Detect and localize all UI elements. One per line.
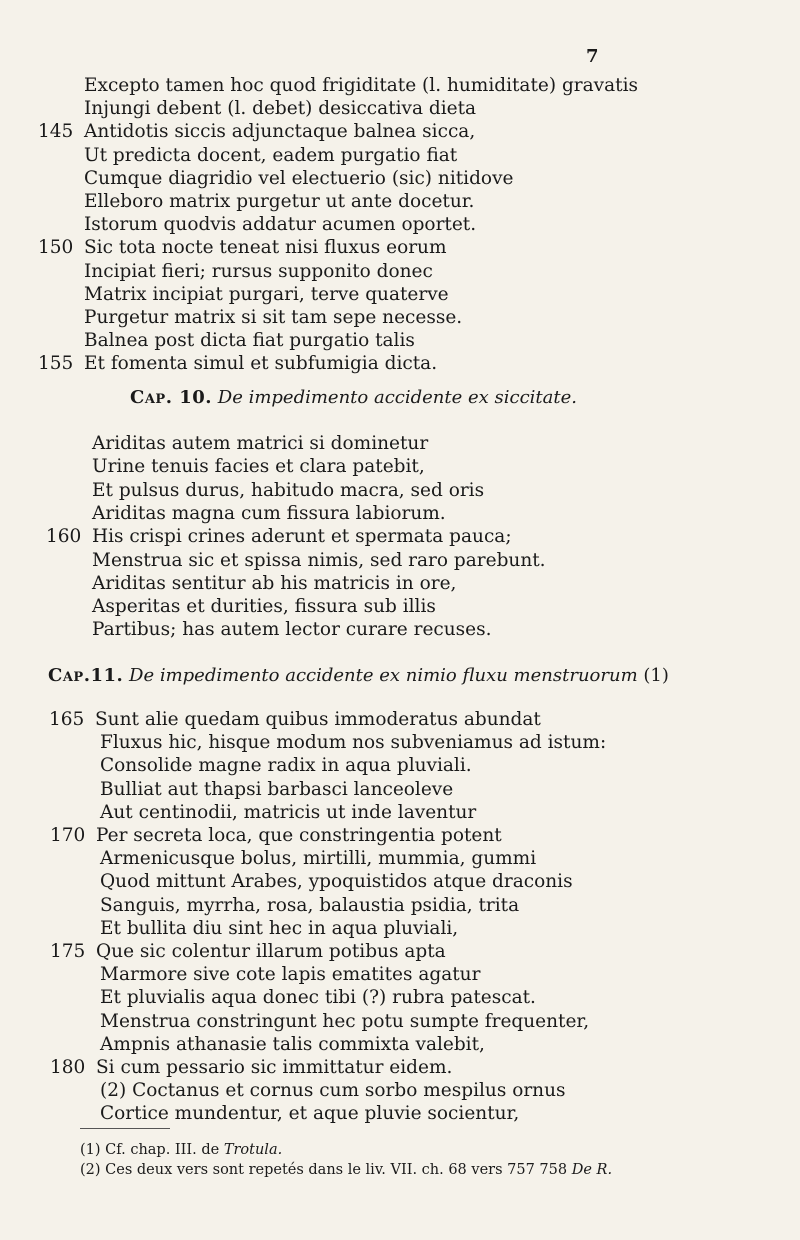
verse-text: Cumque diagridio vel electuerio (sic) nitidove bbox=[84, 167, 514, 189]
verse-line bbox=[100, 1010, 780, 1034]
verse-line bbox=[100, 731, 780, 755]
verse-line bbox=[92, 618, 772, 642]
verse-line bbox=[84, 260, 764, 284]
verse-line bbox=[92, 572, 772, 596]
verse-line bbox=[38, 120, 764, 144]
footnote-2-ref: De R. bbox=[571, 1162, 613, 1178]
verse-text: Armenicusque bolus, mirtilli, mummia, gummi bbox=[100, 848, 537, 870]
verse-line bbox=[100, 778, 780, 802]
footnote-1 bbox=[80, 1140, 282, 1160]
chapter-11-label: Cap.11. bbox=[48, 665, 124, 686]
verse-line bbox=[50, 824, 776, 848]
verse-text: Si cum pessario sic immittatur eidem. bbox=[96, 1057, 453, 1078]
verse-line bbox=[100, 986, 780, 1010]
verse-text: Sanguis, myrrha, rosa, balaustia psidia, trita bbox=[100, 894, 520, 916]
line-number: 175 bbox=[50, 941, 86, 962]
line-number: 150 bbox=[38, 237, 74, 259]
verse-text: Incipiat fieri; rursus supponito donec bbox=[84, 260, 433, 282]
verse-line bbox=[100, 963, 780, 987]
verse-text: Ariditas sentitur ab his matricis in ore, bbox=[92, 572, 457, 594]
verse-line bbox=[100, 847, 780, 871]
verse-line bbox=[100, 801, 780, 825]
chapter-11-title: De impedimento accidente ex nimio fluxu menstruorum bbox=[129, 665, 638, 686]
verse-text: Ampnis athanasie talis commixta valebit, bbox=[100, 1033, 485, 1055]
chapter-11-heading bbox=[48, 664, 669, 688]
verse-line bbox=[84, 306, 764, 330]
verse-text: Marmore sive cote lapis ematites agatur bbox=[100, 964, 481, 986]
verse-text: Consolide magne radix in aqua pluviali. bbox=[100, 755, 472, 777]
verse-line bbox=[46, 525, 772, 549]
verse-line bbox=[100, 1102, 780, 1126]
verse-line bbox=[92, 432, 772, 456]
footnote-1-ref: Trotula. bbox=[223, 1142, 283, 1158]
verse-text: Et fomenta simul et subfumigia dicta. bbox=[84, 353, 438, 375]
verse-line bbox=[92, 595, 772, 619]
verse-text: Bulliat aut thapsi barbasci lanceoleve bbox=[100, 778, 454, 800]
verse-line bbox=[92, 502, 772, 526]
verse-line bbox=[84, 190, 764, 214]
footnote-1-text: Cf. chap. III. de bbox=[105, 1142, 224, 1158]
verse-text: Ariditas magna cum fissura labiorum. bbox=[92, 502, 446, 524]
verse-text: Que sic colentur illarum potibus apta bbox=[96, 941, 446, 962]
footnote-rule bbox=[80, 1128, 170, 1129]
verse-text: Et pluvialis aqua donec tibi (?) rubra patescat. bbox=[100, 987, 536, 1009]
verse-text: (2) Coctanus et cornus cum sorbo mespilus ornus bbox=[100, 1080, 566, 1102]
verse-line bbox=[92, 479, 772, 503]
verse-line bbox=[92, 549, 772, 573]
verse-text: Ariditas autem matrici si dominetur bbox=[92, 433, 429, 454]
verse-text: Menstrua sic et spissa nimis, sed raro parebunt. bbox=[92, 549, 546, 571]
verse-line bbox=[100, 894, 780, 918]
verse-text: Partibus; has autem lector curare recuses. bbox=[92, 619, 492, 641]
verse-line bbox=[100, 1033, 780, 1057]
verse-text: Elleboro matrix purgetur ut ante docetur. bbox=[84, 191, 475, 212]
line-number: 145 bbox=[38, 121, 74, 143]
chapter-11-footnote-mark: (1) bbox=[643, 665, 669, 686]
verse-line bbox=[84, 283, 764, 307]
verse-text: Urine tenuis facies et clara patebit, bbox=[92, 456, 425, 478]
verse-text: Fluxus hic, hisque modum nos subveniamus ad istum: bbox=[100, 732, 607, 754]
verse-line bbox=[50, 940, 776, 964]
line-number: 155 bbox=[38, 353, 74, 375]
verse-line bbox=[84, 97, 764, 121]
footnote-2-mark: (2) bbox=[80, 1162, 101, 1178]
verse-line bbox=[50, 1056, 776, 1080]
verse-text: Purgetur matrix si sit tam sepe necesse. bbox=[84, 307, 463, 328]
chapter-10-title: De impedimento accidente ex siccitate. bbox=[217, 387, 578, 408]
line-number: 170 bbox=[50, 825, 86, 846]
verse-line bbox=[49, 708, 775, 732]
page-number: 7 bbox=[586, 46, 599, 67]
chapter-10-heading bbox=[130, 386, 577, 410]
verse-text: Per secreta loca, que constringentia potent bbox=[96, 825, 502, 846]
verse-line bbox=[84, 144, 764, 168]
footnote-2-text: Ces deux vers sont repetés dans le liv. VII. ch. 68 vers 757 758 bbox=[105, 1162, 572, 1178]
verse-text: Cortice mundentur, et aque pluvie socientur, bbox=[100, 1103, 520, 1125]
verse-line bbox=[100, 917, 780, 941]
verse-text: Aut centinodii, matricis ut inde laventur bbox=[100, 801, 477, 823]
verse-text: Antidotis siccis adjunctaque balnea sicca, bbox=[84, 121, 476, 143]
line-number: 180 bbox=[50, 1057, 86, 1078]
verse-line bbox=[92, 455, 772, 479]
verse-text: Istorum quodvis addatur acumen oportet. bbox=[84, 214, 477, 236]
verse-line bbox=[84, 213, 764, 237]
footnote-2 bbox=[80, 1160, 612, 1180]
verse-line bbox=[84, 74, 764, 98]
verse-text: Matrix incipiat purgari, terve quaterve bbox=[84, 283, 449, 305]
chapter-10-label: Cap. 10. bbox=[130, 387, 213, 408]
footnote-1-mark: (1) bbox=[80, 1142, 101, 1158]
verse-line bbox=[100, 754, 780, 778]
verse-line bbox=[38, 236, 764, 260]
verse-text: Et pulsus durus, habitudo macra, sed oris bbox=[92, 479, 485, 501]
verse-text: Injungi debent (l. debet) desiccativa dieta bbox=[84, 98, 477, 120]
line-number: 165 bbox=[49, 709, 85, 730]
verse-text: Excepto tamen hoc quod frigiditate (l. humiditate) gravatis bbox=[84, 75, 638, 96]
line-number: 160 bbox=[46, 526, 82, 548]
verse-line bbox=[84, 329, 764, 353]
verse-text: Sunt alie quedam quibus immoderatus abundat bbox=[95, 709, 541, 730]
verse-text: Et bullita diu sint hec in aqua pluviali, bbox=[100, 917, 459, 939]
verse-text: Balnea post dicta fiat purgatio talis bbox=[84, 330, 415, 352]
verse-line bbox=[84, 167, 764, 191]
verse-line bbox=[100, 1079, 780, 1103]
verse-line bbox=[38, 352, 764, 376]
verse-text: Quod mittunt Arabes, ypoquistidos atque draconis bbox=[100, 871, 573, 893]
verse-text: Asperitas et durities, fissura sub illis bbox=[92, 596, 436, 618]
verse-line bbox=[100, 870, 780, 894]
verse-text: Sic tota nocte teneat nisi fluxus eorum bbox=[84, 237, 447, 259]
verse-text: His crispi crines aderunt et spermata pauca; bbox=[92, 526, 512, 548]
verse-text: Ut predicta docent, eadem purgatio fiat bbox=[84, 144, 458, 166]
verse-text: Menstrua constringunt hec potu sumpte frequenter, bbox=[100, 1010, 590, 1032]
